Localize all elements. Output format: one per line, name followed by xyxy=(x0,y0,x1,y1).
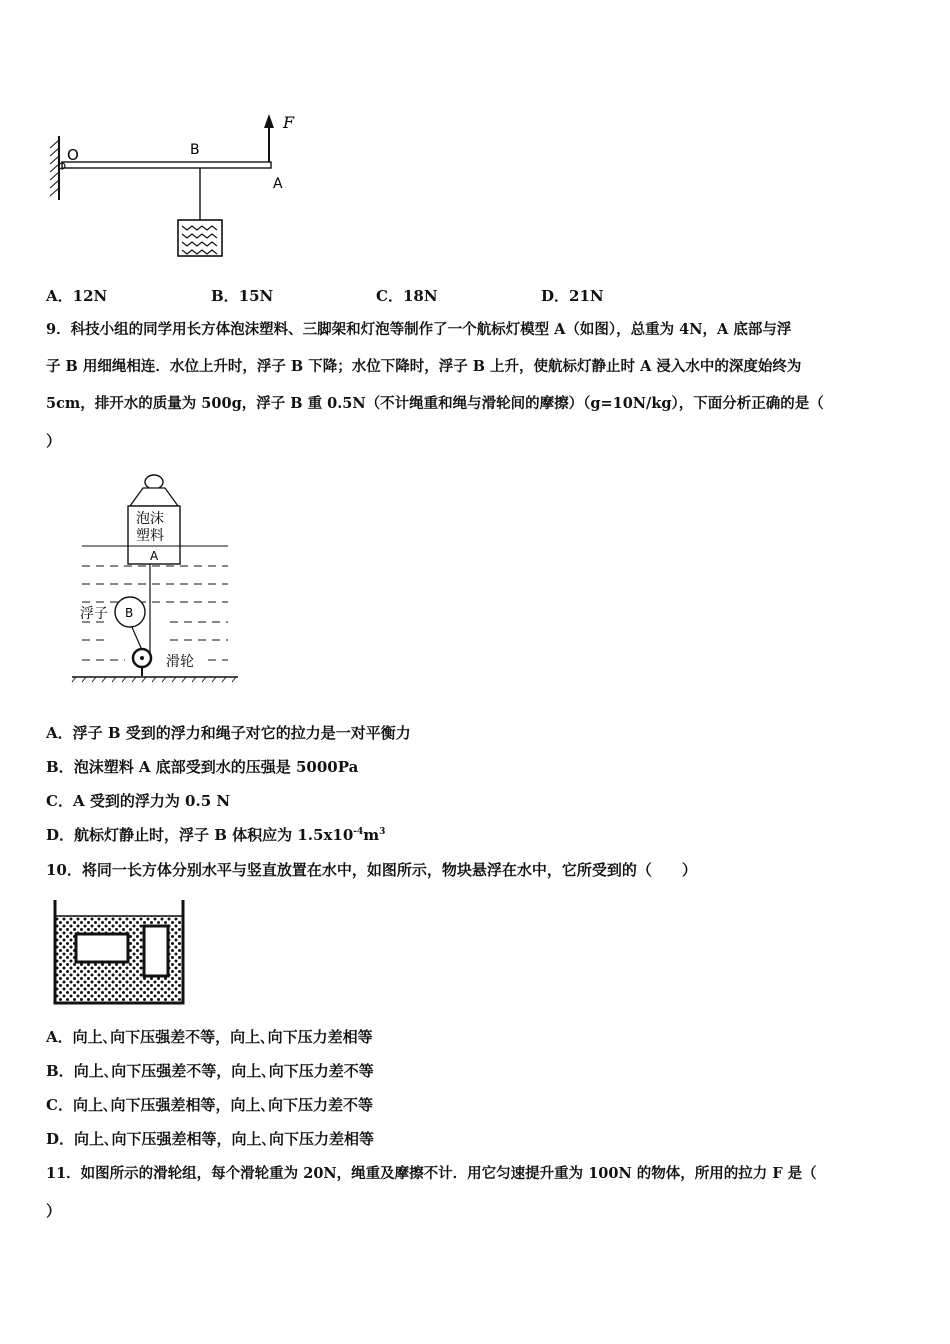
q9-option-d[interactable] xyxy=(46,825,385,845)
q10-option-a-letter: A． xyxy=(46,1028,73,1046)
q9-option-d-text: 航标灯静止时，浮子 B 体积应为 1.5x10 xyxy=(74,826,354,844)
q9-stem-line-2: 子 B 用细绳相连．水位上升时，浮子 B 下降；水位下降时，浮子 B 上升，使航标灯静止时 A 浸入水中的深度始终为 xyxy=(46,358,802,375)
label-b: B xyxy=(190,142,200,158)
q9-option-a[interactable] xyxy=(46,723,411,743)
q8-option-d-text: 21N xyxy=(569,287,604,305)
q9-stem-line-3: 5cm，排开水的质量为 500g，浮子 B 重 0.5N（不计绳重和绳与滑轮间的摩擦）（g=10N/kg），下面分析正确的是（ xyxy=(46,395,824,412)
q10-option-d[interactable] xyxy=(46,1129,374,1149)
q9-option-d-unit-exponent: 3 xyxy=(379,827,386,837)
q10-stem: 10．将同一长方体分别水平与竖直放置在水中，如图所示，物块悬浮在水中，它所受到的（ ） xyxy=(46,861,697,879)
q10-option-b-text: 向上､向下压强差不等，向上､向下压力差不等 xyxy=(73,1062,374,1080)
q9-option-b[interactable] xyxy=(46,757,358,777)
foam-label-line-1: 泡沫 xyxy=(136,511,164,527)
label-a: A xyxy=(273,176,283,192)
foam-label-a: A xyxy=(150,549,159,563)
pulley-label: 滑轮 xyxy=(166,654,194,670)
q9-stem-line-1: 9．科技小组的同学用长方体泡沫塑料、三脚架和灯泡等制作了一个航标灯模型 A（如图），总重为 4N，A 底部与浮 xyxy=(46,321,792,338)
q8-option-a[interactable] xyxy=(46,286,107,306)
q8-option-c-letter: C． xyxy=(376,287,403,305)
q9-option-d-exponent: -4 xyxy=(353,827,364,837)
float-label-b: B xyxy=(125,606,134,620)
q10-option-d-letter: D． xyxy=(46,1130,75,1148)
q10-option-d-text: 向上､向下压强差相等，向上､向下压力差相等 xyxy=(74,1130,375,1148)
q8-option-d-letter: D． xyxy=(541,287,570,305)
q11-stem-line-2: ） xyxy=(46,1202,62,1220)
label-f: F xyxy=(283,113,295,132)
beacon-figure xyxy=(70,470,245,685)
q9-option-a-letter: A． xyxy=(46,724,73,742)
q8-option-b[interactable] xyxy=(211,286,273,306)
q9-option-b-letter: B． xyxy=(46,758,74,776)
q8-option-a-text: 12N xyxy=(72,287,108,305)
container-figure xyxy=(48,896,190,1008)
q8-option-b-text: 15N xyxy=(238,287,274,305)
q9-option-b-text: 泡沫塑料 A 底部受到水的压强是 5000Pa xyxy=(73,758,359,776)
q8-option-d[interactable] xyxy=(541,286,604,306)
q10-option-b[interactable] xyxy=(46,1061,374,1081)
q10-option-c-text: 向上､向下压强差相等，向上､向下压力差不等 xyxy=(72,1096,373,1114)
q9-option-d-letter: D． xyxy=(46,826,75,844)
q9-stem-line-4: ） xyxy=(46,432,62,450)
q9-option-c-text: A 受到的浮力为 0.5 N xyxy=(72,792,231,810)
q10-option-c[interactable] xyxy=(46,1095,373,1115)
foam-label-line-2: 塑料 xyxy=(136,528,164,544)
lever-figure xyxy=(45,108,310,263)
q11-stem-line-1: 11．如图所示的滑轮组，每个滑轮重为 20N，绳重及摩擦不计．用它匀速提升重为 100N 的物体，所用的拉力 F 是（ xyxy=(46,1165,817,1182)
q8-option-b-letter: B． xyxy=(211,287,239,305)
q8-option-c[interactable] xyxy=(376,286,438,306)
q10-option-b-letter: B． xyxy=(46,1062,74,1080)
q9-option-c[interactable] xyxy=(46,791,230,811)
q8-option-a-letter: A． xyxy=(46,287,73,305)
q10-option-a-text: 向上､向下压强差不等，向上､向下压力差相等 xyxy=(72,1028,373,1046)
float-label: 浮子 xyxy=(80,606,108,622)
label-o: O xyxy=(67,146,79,164)
q10-option-c-letter: C． xyxy=(46,1096,73,1114)
q8-option-c-text: 18N xyxy=(402,287,438,305)
q9-option-a-text: 浮子 B 受到的浮力和绳子对它的拉力是一对平衡力 xyxy=(72,724,411,742)
q9-option-c-letter: C． xyxy=(46,792,73,810)
q10-option-a[interactable] xyxy=(46,1027,373,1047)
q9-option-d-unit: m xyxy=(363,826,380,844)
